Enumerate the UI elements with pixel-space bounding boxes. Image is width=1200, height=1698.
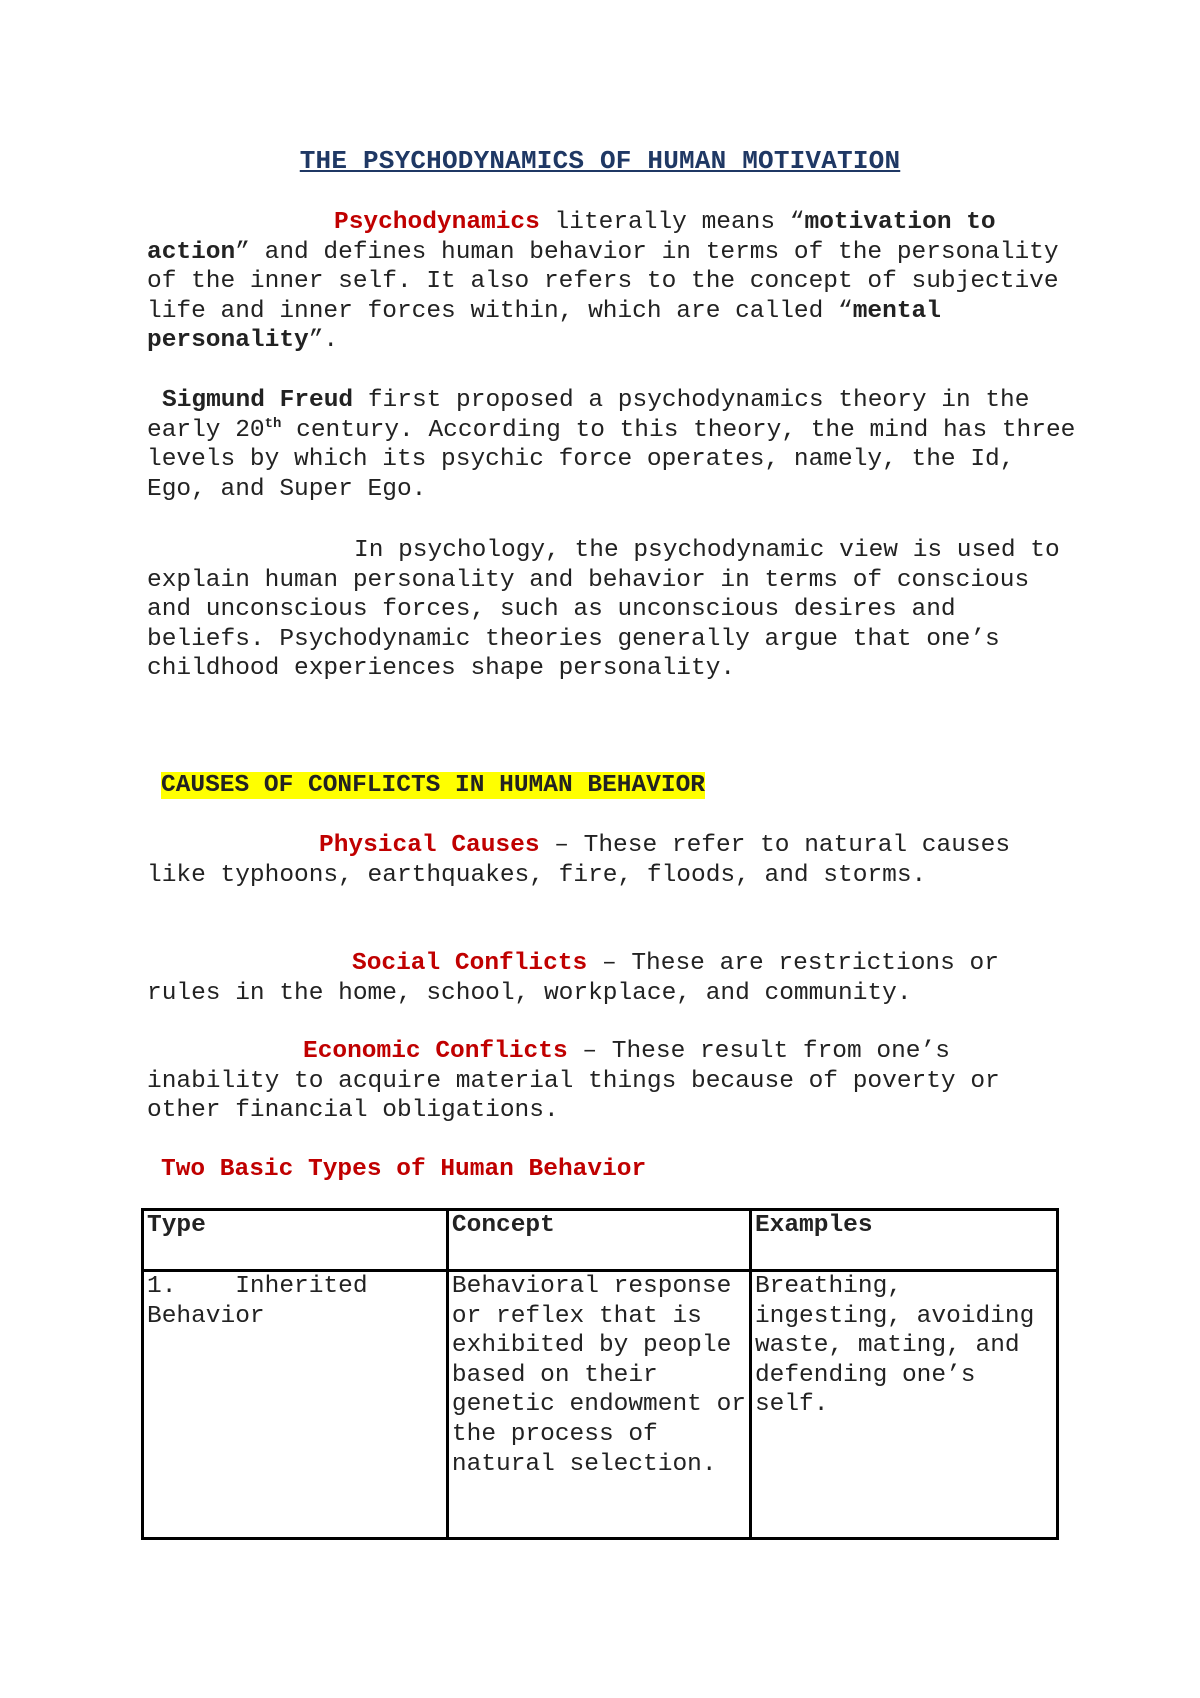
table-header-row bbox=[143, 1210, 1058, 1271]
behavior-types-heading: Two Basic Types of Human Behavior bbox=[161, 1156, 647, 1183]
behavior-types-table bbox=[141, 1208, 1059, 1540]
physical-causes-paragraph: Physical Causes – These refer to natural causes like typhoons, earthquakes, fire, floods, and storms. bbox=[147, 832, 1025, 889]
header-concept: Concept bbox=[447, 1210, 750, 1271]
header-type: Type bbox=[143, 1210, 448, 1271]
psychodynamics-paragraph: Psychodynamics literally means “motivation to action” and defines human behavior in terms of the personality of the inner self. It also refers to the concept of subjective life and inner forces within, which are called “mental personality”. bbox=[147, 209, 1074, 355]
psychology-paragraph: In psychology, the psychodynamic view is used to explain human personality and behavior in terms of conscious and unconscious forces, such as unconscious desires and beliefs. Psychodynamic theories generally argue that one’s childhood experiences shape personality. bbox=[147, 537, 1075, 683]
physical-causes-term: Physical Causes bbox=[319, 832, 540, 859]
table-row bbox=[143, 1271, 1058, 1539]
economic-conflicts-paragraph: Economic Conflicts – These result from one’s inability to acquire material things because of poverty or other financial obligations. bbox=[147, 1038, 1015, 1125]
social-conflicts-term: Social Conflicts bbox=[352, 950, 588, 977]
cell-examples: Breathing, ingesting, avoiding waste, mating, and defending one’s self. bbox=[750, 1271, 1057, 1539]
page-title: THE PSYCHODYNAMICS OF HUMAN MOTIVATION bbox=[299, 146, 901, 176]
cell-concept: Behavioral response or reflex that is exhibited by people based on their genetic endowment or the process of natural selection. bbox=[447, 1271, 750, 1539]
social-conflicts-paragraph: Social Conflicts – These are restrictions or rules in the home, school, workplace, and community. bbox=[147, 950, 1014, 1007]
cell-type: 1. Inherited Behavior bbox=[143, 1271, 448, 1539]
causes-heading: CAUSES OF CONFLICTS IN HUMAN BEHAVIOR bbox=[161, 772, 705, 799]
header-examples: Examples bbox=[750, 1210, 1057, 1271]
freud-name: Sigmund Freud bbox=[162, 387, 354, 414]
economic-conflicts-term: Economic Conflicts bbox=[303, 1038, 568, 1065]
psychodynamics-term: Psychodynamics bbox=[334, 209, 540, 236]
freud-paragraph: Sigmund Freud first proposed a psychodynamics theory in the early 20th century. According to this theory, the mind has three levels by which its psychic force operates, namely, the Id, Ego, and Super Ego. bbox=[147, 387, 1091, 503]
